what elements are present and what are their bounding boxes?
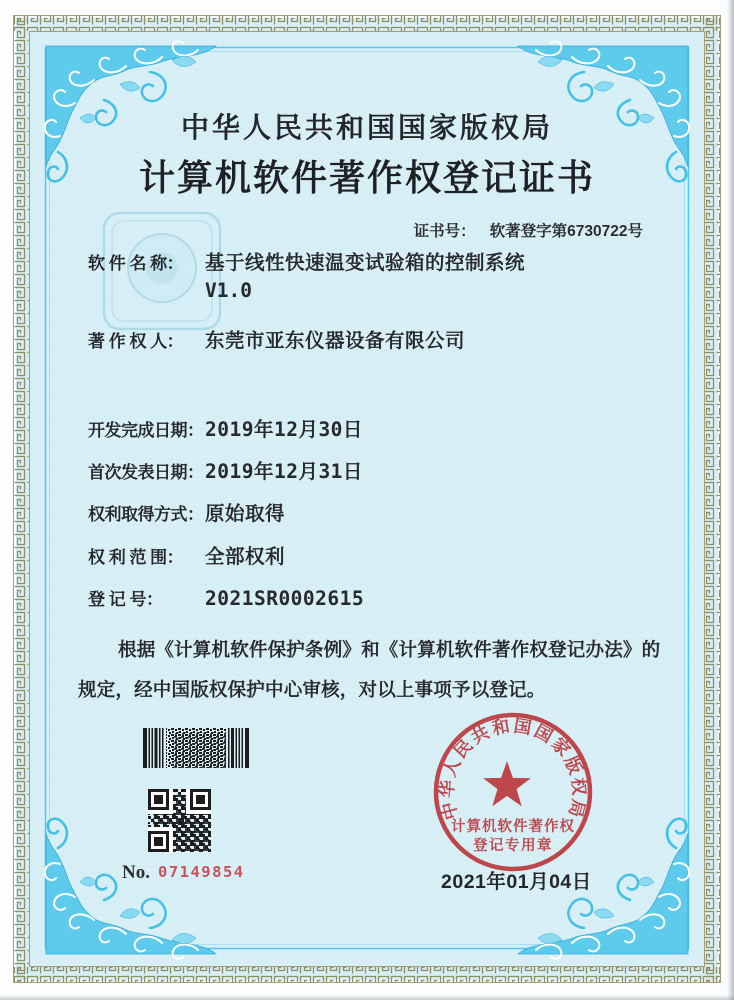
field-software-name bbox=[88, 252, 525, 274]
field-copyright-owner bbox=[88, 330, 465, 352]
field-rights-scope bbox=[88, 546, 285, 568]
scan-edge-shadow-right bbox=[727, 0, 734, 1000]
field-value: 2019年12月30日 bbox=[205, 418, 363, 441]
issuing-authority: 中华人民共和国国家版权局 bbox=[180, 112, 553, 143]
registration-statement-line-2: 规定，经中国版权保护中心审核，对以上事项予以登记。 bbox=[78, 679, 546, 700]
issue-date: 2021年01月04日 bbox=[441, 871, 592, 893]
barcode-image bbox=[143, 728, 250, 768]
seal-text-line-2: 登记专用章 bbox=[473, 838, 553, 854]
certificate-number-line bbox=[414, 219, 643, 241]
certificate-number-label: 证书号： bbox=[413, 223, 476, 240]
field-value: 基于线性快速温变试验箱的控制系统 bbox=[205, 251, 526, 274]
field-label: 开发完成日期： bbox=[88, 421, 204, 440]
seal-star-icon bbox=[483, 761, 531, 806]
serial-number: 07149854 bbox=[157, 863, 245, 881]
field-software-version: V1.0 bbox=[205, 279, 252, 302]
field-value: 全部权利 bbox=[205, 545, 286, 568]
field-value: 东莞市亚东仪器设备有限公司 bbox=[205, 329, 466, 352]
field-label: 登 记 号： bbox=[88, 590, 163, 609]
field-label: 软 件 名 称： bbox=[88, 254, 184, 273]
certificate-number-value: 软著登字第6730722号 bbox=[489, 223, 643, 240]
field-label: 首次发表日期： bbox=[88, 463, 204, 482]
registration-statement-line-1: 根据《计算机软件保护条例》和《计算机软件著作权登记办法》的 bbox=[118, 639, 661, 660]
certificate-title: 计算机软件著作权登记证书 bbox=[138, 157, 595, 198]
field-label: 权利取得方式： bbox=[88, 505, 204, 524]
field-value: 原始取得 bbox=[205, 502, 286, 525]
serial-number-line bbox=[122, 862, 245, 884]
field-registration-number bbox=[88, 588, 364, 610]
field-label: 著 作 权 人： bbox=[88, 332, 184, 351]
field-rights-acquisition-method bbox=[88, 503, 285, 525]
qr-code-image bbox=[148, 789, 211, 852]
official-seal bbox=[420, 700, 620, 890]
serial-prefix: No. bbox=[122, 862, 150, 883]
field-value: 2021SR0002615 bbox=[205, 587, 365, 610]
field-development-completed-date bbox=[88, 419, 363, 441]
field-value: 2019年12月31日 bbox=[205, 460, 363, 483]
seal-text-line-1: 计算机软件著作权 bbox=[451, 819, 575, 835]
scan-edge-shadow-bottom bbox=[0, 995, 734, 1000]
field-label: 权 利 范 围： bbox=[88, 548, 184, 567]
field-first-publication-date bbox=[88, 461, 363, 483]
seal-ring-text: 中华人民共和国国家版权局 bbox=[436, 715, 590, 822]
